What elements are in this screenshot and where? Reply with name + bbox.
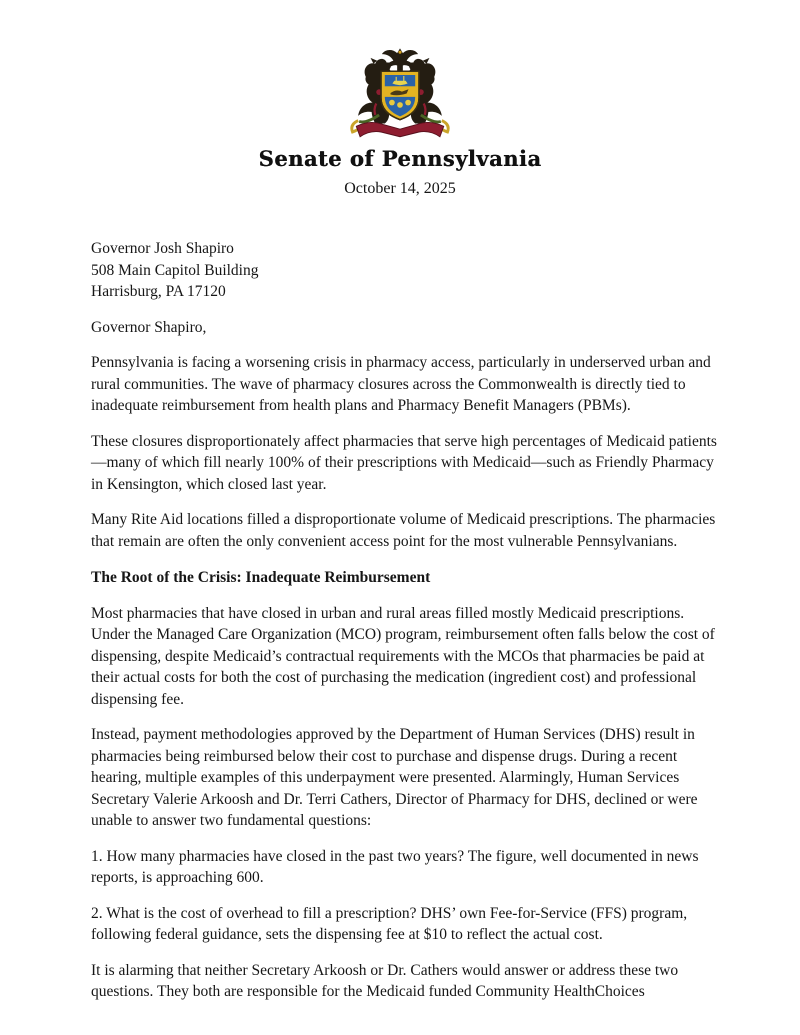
recipient-city: Harrisburg, PA 17120: [91, 283, 226, 300]
eagle-icon: [382, 48, 418, 71]
paragraph-mco-reimbursement: Most pharmacies that have closed in urban and rural areas filled mostly Medicaid prescriptions. Under the Managed Care Organization (MCO) program, reimbursement often falls below the cost of dispensing, despite Medicaid’s contractual requirements with the MCOs that pharmacies be paid at their actual costs for both the cost of purchasing the medication (ingredient cost) and professional dispensing fee.: [91, 604, 715, 708]
paragraph-alarming-conclusion: It is alarming that neither Secretary Arkoosh or Dr. Cathers would answer or address these two questions. They both are responsible for the Medicaid funded Community HealthChoices: [91, 961, 679, 1000]
question-1: 1. How many pharmacies have closed in the past two years? The figure, well documented in news reports, is approaching 600.: [91, 847, 699, 886]
letter-body: [91, 238, 719, 1003]
salutation: Governor Shapiro,: [91, 318, 207, 336]
pennsylvania-coat-of-arms-icon: [324, 44, 476, 144]
section-heading-root-of-crisis: The Root of the Crisis: Inadequate Reimbursement: [91, 569, 431, 586]
letterhead: [0, 0, 800, 198]
shield-icon: [381, 71, 419, 119]
ribbon-icon: [356, 122, 443, 136]
recipient-name: Governor Josh Shapiro: [91, 240, 234, 257]
question-2: 2. What is the cost of overhead to fill a prescription? DHS’ own Fee-for-Service (FFS) program, following federal guidance, sets the dispensing fee at $10 to reflect the actual cost.: [91, 904, 688, 943]
recipient-address: [91, 238, 719, 303]
paragraph-crisis-overview: Pennsylvania is facing a worsening crisis in pharmacy access, particularly in underserved urban and rural communities. The wave of pharmacy closures across the Commonwealth is directly tied to inadequate reimbursement from health plans and Pharmacy Benefit Managers (PBMs).: [91, 354, 711, 414]
letter-date: October 14, 2025: [344, 180, 456, 197]
paragraph-dhs-hearing: Instead, payment methodologies approved by the Department of Human Services (DHS) result in pharmacies being reimbursed below their cost to purchase and dispense drugs. During a recent hearing, multiple examples of this underpayment were presented. Alarmingly, Human Services Secretary Valerie Arkoosh and Dr. Terri Cathers, Director of Pharmacy for DHS, declined or were unable to answer two fundamental questions:: [91, 726, 698, 829]
paragraph-rite-aid: Many Rite Aid locations filled a disproportionate volume of Medicaid prescriptions. The pharmacies that remain are often the only convenient access point for the most vulnerable Pennsylvanians.: [91, 511, 716, 550]
organization-name: Senate of Pennsylvania: [258, 146, 542, 171]
paragraph-closures-medicaid: These closures disproportionately affect pharmacies that serve high percentages of Medicaid patients—many of which fill nearly 100% of their prescriptions with Medicaid—such as Friendly Pharmacy in Kensington, which closed last year.: [91, 432, 717, 493]
recipient-street: 508 Main Capitol Building: [91, 261, 259, 279]
